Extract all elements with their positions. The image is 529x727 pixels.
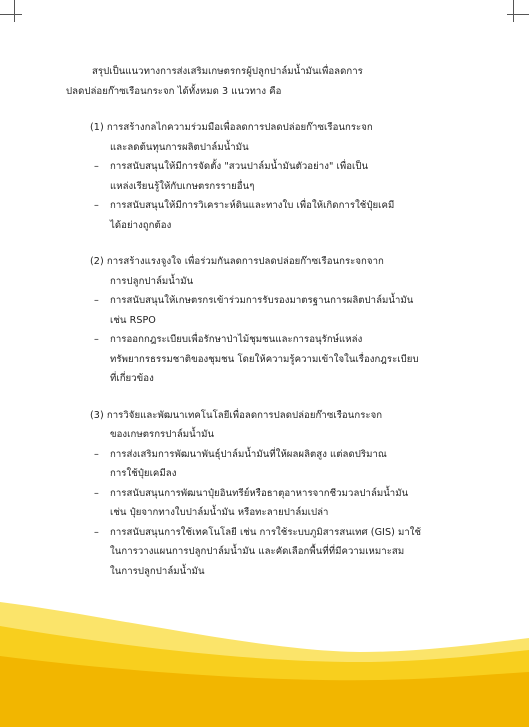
bullet-dash: – xyxy=(94,334,99,345)
list-item xyxy=(66,330,462,389)
section-1 xyxy=(66,118,462,235)
bullet-text: ในการวางแผนการปลูกปาล์มน้ำมัน และคัดเลือกพื้นที่ที่มีความเหมาะสม xyxy=(110,546,405,557)
bullet-text: ในการปลูกปาล์มน้ำมัน xyxy=(110,565,205,577)
bullet-text: การส่งเสริมการพัฒนาพันธุ์ปาล์มน้ำมันที่ให้ผลผลิตสูง แต่ลดปริมาณ xyxy=(110,448,387,460)
bullet-dash: – xyxy=(94,487,99,499)
list-item xyxy=(66,445,462,484)
bullet-text: ที่เกี่ยวข้อง xyxy=(110,373,154,384)
list-item xyxy=(66,291,462,330)
document-body xyxy=(66,62,462,581)
yellow-wave-decoration xyxy=(0,596,529,727)
section-3-heading: (3) การวิจัยและพัฒนาเทคโนโลยีเพื่อลดการปลดปล่อยก๊าซเรือนกระจก xyxy=(90,409,383,421)
bullet-dash: – xyxy=(94,161,99,172)
bullet-text: การสนับสนุนการใช้เทคโนโลยี เช่น การใช้ระบบภูมิสารสนเทศ (GIS) มาใช้ xyxy=(110,526,422,538)
intro-line-1: สรุปเป็นแนวทางการส่งเสริมเกษตรกรผู้ปลูกปาล์มน้ำมันเพื่อลดการ xyxy=(92,66,363,77)
section-2 xyxy=(66,252,462,389)
bullet-text: เช่น ปุ๋ยจากทางใบปาล์มน้ำมัน หรือทะลายปาล์มเปล่า xyxy=(110,507,329,518)
bullet-text: แหล่งเรียนรู้ให้กับเกษตรกรรายอื่นๆ xyxy=(110,180,255,192)
crop-mark-left-top xyxy=(0,14,22,15)
section-1-heading-cont: และลดต้นทุนการผลิตปาล์มน้ำมัน xyxy=(110,141,249,153)
list-item xyxy=(66,196,462,235)
section-2-heading: (2) การสร้างแรงจูงใจ เพื่อร่วมกันลดการปลดปล่อยก๊าซเรือนกระจกจาก xyxy=(90,256,384,267)
crop-mark-right-top xyxy=(507,14,529,15)
bullet-text: การสนับสนุนให้มีการวิเคราะห์ดินและทางใบ เพื่อให้เกิดการใช้ปุ๋ยเคมี xyxy=(110,200,395,211)
bullet-dash: – xyxy=(94,448,99,460)
crop-mark-top-right xyxy=(513,0,514,22)
bullet-text: การออกกฎระเบียบเพื่อรักษาป่าไม้ชุมชนและการอนุรักษ์แหล่ง xyxy=(110,334,363,345)
bullet-text: การสนับสนุนให้มีการจัดตั้ง "สวนปาล์มน้ำมันตัวอย่าง" เพื่อเป็น xyxy=(110,161,369,172)
bullet-dash: – xyxy=(94,526,99,538)
section-2-heading-cont: การปลูกปาล์มน้ำมัน xyxy=(110,275,194,287)
crop-mark-top-left xyxy=(14,0,15,22)
bullet-text: ทรัพยากรธรรมชาติของชุมชน โดยให้ความรู้ความเข้าใจในเรื่องกฎระเบียบ xyxy=(110,353,419,365)
bullet-text: ได้อย่างถูกต้อง xyxy=(110,219,172,231)
section-3 xyxy=(66,406,462,582)
section-3-heading-cont: ของเกษตรกรปาล์มน้ำมัน xyxy=(110,429,215,440)
list-item xyxy=(66,523,462,582)
section-1-heading: (1) การสร้างกลไกความร่วมมือเพื่อลดการปลดปล่อยก๊าซเรือนกระจก xyxy=(90,122,373,133)
bullet-text: เช่น RSPO xyxy=(110,314,156,326)
list-item xyxy=(66,484,462,523)
bullet-text: การใช้ปุ๋ยเคมีลง xyxy=(110,468,177,479)
bullet-text: การสนับสนุนการพัฒนาปุ๋ยอินทรีย์หรือธาตุอาหารจากชีวมวลปาล์มน้ำมัน xyxy=(110,487,409,499)
intro-line-2: ปลดปล่อยก๊าซเรือนกระจก ได้ทั้งหมด 3 แนวทาง คือ xyxy=(66,85,282,97)
bullet-text: การสนับสนุนให้เกษตรกรเข้าร่วมการรับรองมาตรฐานการผลิตปาล์มน้ำมัน xyxy=(110,295,414,306)
bullet-dash: – xyxy=(94,200,99,211)
bullet-dash: – xyxy=(94,295,99,306)
list-item xyxy=(66,157,462,196)
